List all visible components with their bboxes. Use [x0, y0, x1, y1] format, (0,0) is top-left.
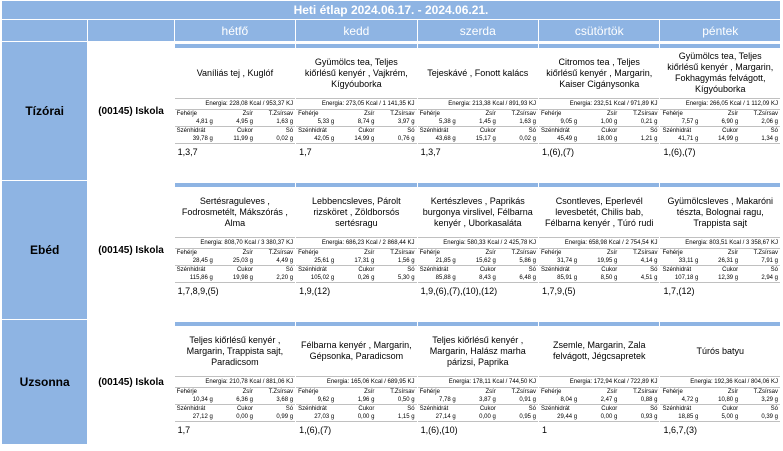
- sugar-label: Cukor: [722, 406, 739, 412]
- menu-cell-thursday: [539, 181, 660, 320]
- saturated-fat-label: T.Zsírsav: [390, 250, 415, 256]
- fat-value: 2,47 g: [579, 396, 619, 405]
- saturated-fat-value: 0,91 g: [498, 396, 538, 405]
- sugar-label: Cukor: [236, 128, 253, 134]
- saturated-fat-label: T.Zsírsav: [511, 250, 537, 256]
- day-header-friday: péntek: [660, 20, 781, 42]
- day-header-thursday: csütörtök: [539, 20, 660, 42]
- salt-value: 0,39 g: [740, 413, 780, 422]
- saturated-fat-label: T.Zsírsav: [268, 111, 294, 117]
- carb-label: Szénhidrát: [541, 128, 570, 134]
- fat-value: 6,90 g: [700, 118, 740, 127]
- fat-label: Zsír: [485, 389, 496, 395]
- protein-value: 25,61 g: [296, 257, 336, 266]
- menu-title: Heti étlap 2024.06.17. - 2024.06.21.: [2, 1, 781, 20]
- carb-value: 45,49 g: [539, 135, 579, 144]
- menu-cell-wednesday: [417, 42, 538, 181]
- carb-value: 27,03 g: [296, 413, 336, 422]
- saturated-fat-label: T.Zsírsav: [633, 389, 658, 395]
- protein-value: 5,38 g: [418, 118, 458, 127]
- sugar-value: 5,00 g: [700, 413, 740, 422]
- carb-label: Szénhidrát: [662, 267, 692, 273]
- salt-label: Só: [650, 406, 658, 412]
- carb-value: 29,44 g: [539, 413, 579, 422]
- salt-value: 0,93 g: [619, 413, 659, 422]
- saturated-fat-value: 1,63 g: [255, 118, 295, 127]
- energy-value: Energia: 192,36 Kcal / 804,06 KJ: [660, 376, 780, 388]
- menu-cell-friday: [660, 320, 781, 445]
- nutrition-grid: [418, 110, 538, 144]
- meal-name: Uzsonna: [2, 320, 88, 445]
- energy-value: Energia: 172,94 Kcal / 722,89 KJ: [539, 376, 659, 388]
- fat-value: 19,95 g: [579, 257, 619, 266]
- sugar-label: Cukor: [479, 267, 496, 273]
- fat-label: Zsír: [606, 250, 618, 256]
- salt-value: 2,94 g: [740, 274, 780, 283]
- school-name: (00145) Iskola: [88, 320, 174, 445]
- salt-label: Só: [650, 267, 658, 273]
- salt-value: 0,02 g: [498, 135, 538, 144]
- allergen-codes: 1,7,8,9,(5): [177, 286, 219, 296]
- protein-label: Fehérje: [176, 111, 197, 117]
- carb-value: 85,88 g: [418, 274, 458, 283]
- salt-label: Só: [407, 128, 415, 134]
- food-items: Gyümölcs tea, Teljes kiőrlésű kenyér , Vajkrém, Kígyóuborka: [304, 56, 408, 89]
- saturated-fat-value: 3,29 g: [740, 396, 780, 405]
- food-items: Gyümölcsleves , Makaróni tészta, Bolognai ragu, Trappista sajt: [667, 195, 773, 228]
- carb-label: Szénhidrát: [419, 406, 449, 412]
- sugar-value: 0,00 g: [458, 413, 498, 422]
- carb-value: 39,78 g: [175, 135, 215, 144]
- fat-label: Zsír: [242, 250, 253, 256]
- energy-value: Energia: 266,05 Kcal / 1 112,09 KJ: [660, 98, 780, 110]
- food-items: Túrós batyu: [696, 345, 744, 356]
- carb-value: 18,85 g: [660, 413, 700, 422]
- allergen-codes: 1,7: [177, 425, 191, 435]
- allergen-codes: 1,7,9,(5): [542, 286, 576, 296]
- allergen-codes: 1,6,7,(3): [663, 425, 697, 435]
- protein-value: 28,45 g: [175, 257, 215, 266]
- food-items: Lebbencsleves, Párolt rizsköret , Zöldborsós sertésragu: [312, 195, 401, 228]
- fat-value: 25,03 g: [215, 257, 255, 266]
- fat-value: 1,00 g: [579, 118, 619, 127]
- carb-label: Szénhidrát: [176, 406, 206, 412]
- carb-value: 41,71 g: [660, 135, 700, 144]
- allergen-codes: 1,(6),(7): [299, 425, 332, 435]
- energy-value: Energia: 808,70 Kcal / 3 380,37 KJ: [175, 237, 295, 249]
- nutrition-grid: [175, 388, 295, 422]
- salt-value: 1,15 g: [376, 413, 416, 422]
- carb-label: Szénhidrát: [298, 406, 327, 412]
- sugar-value: 12,39 g: [700, 274, 740, 283]
- allergen-codes: 1,9,(12): [299, 286, 331, 296]
- protein-value: 5,33 g: [296, 118, 336, 127]
- fat-label: Zsír: [485, 111, 496, 117]
- saturated-fat-label: T.Zsírsav: [390, 111, 415, 117]
- sugar-label: Cukor: [358, 128, 375, 134]
- carb-label: Szénhidrát: [176, 128, 206, 134]
- meal-row: [2, 320, 781, 445]
- energy-value: Energia: 232,51 Kcal / 971,89 KJ: [539, 98, 659, 110]
- allergen-codes: 1,(6),(7): [542, 147, 575, 157]
- protein-label: Fehérje: [662, 111, 683, 117]
- saturated-fat-value: 7,91 g: [740, 257, 780, 266]
- carb-value: 85,91 g: [539, 274, 579, 283]
- saturated-fat-label: T.Zsírsav: [511, 111, 537, 117]
- salt-label: Só: [407, 267, 415, 273]
- salt-label: Só: [528, 406, 537, 412]
- sugar-label: Cukor: [722, 267, 739, 273]
- carb-label: Szénhidrát: [419, 128, 449, 134]
- saturated-fat-value: 1,63 g: [498, 118, 538, 127]
- fat-value: 26,31 g: [700, 257, 740, 266]
- sugar-value: 18,00 g: [579, 135, 619, 144]
- header-blank: [2, 20, 88, 42]
- protein-value: 10,34 g: [175, 396, 215, 405]
- protein-value: 21,85 g: [418, 257, 458, 266]
- protein-value: 9,62 g: [296, 396, 336, 405]
- saturated-fat-label: T.Zsírsav: [633, 250, 658, 256]
- salt-value: 4,51 g: [619, 274, 659, 283]
- carb-label: Szénhidrát: [541, 406, 570, 412]
- energy-value: Energia: 165,06 Kcal / 689,95 KJ: [296, 376, 416, 388]
- protein-label: Fehérje: [419, 250, 440, 256]
- salt-value: 5,30 g: [376, 274, 416, 283]
- protein-label: Fehérje: [298, 250, 319, 256]
- food-items: Tejeskávé , Fonott kalács: [427, 67, 529, 78]
- saturated-fat-value: 3,97 g: [376, 118, 416, 127]
- protein-label: Fehérje: [541, 111, 562, 117]
- salt-value: 0,99 g: [255, 413, 295, 422]
- saturated-fat-value: 0,88 g: [619, 396, 659, 405]
- menu-cell-friday: [660, 181, 781, 320]
- salt-value: 1,21 g: [619, 135, 659, 144]
- salt-label: Só: [770, 406, 778, 412]
- fat-label: Zsír: [242, 389, 253, 395]
- saturated-fat-value: 5,86 g: [498, 257, 538, 266]
- fat-label: Zsír: [606, 111, 618, 117]
- allergen-codes: 1,9,(6),(7),(10),(12): [420, 286, 498, 296]
- fat-label: Zsír: [364, 250, 375, 256]
- food-items: Teljes kiőrlésű kenyér , Margarin, Trappista sajt, Paradicsom: [186, 334, 284, 367]
- sugar-value: 14,99 g: [700, 135, 740, 144]
- allergen-codes: 1,(6),(10): [420, 425, 458, 435]
- salt-label: Só: [285, 267, 294, 273]
- sugar-label: Cukor: [236, 267, 253, 273]
- nutrition-grid: [296, 110, 416, 144]
- day-header-monday: hétfő: [174, 20, 295, 42]
- energy-value: Energia: 273,05 Kcal / 1 141,35 KJ: [296, 98, 416, 110]
- food-items: Csontleves, Eperlevél levesbetét, Chilis bab, Félbarna kenyér , Túró rudi: [545, 195, 654, 228]
- protein-label: Fehérje: [662, 389, 683, 395]
- sugar-label: Cukor: [479, 128, 496, 134]
- sugar-label: Cukor: [601, 406, 618, 412]
- carb-label: Szénhidrát: [662, 406, 692, 412]
- carb-value: 27,12 g: [175, 413, 215, 422]
- saturated-fat-label: T.Zsírsav: [753, 250, 778, 256]
- salt-value: 0,76 g: [376, 135, 416, 144]
- fat-value: 10,80 g: [700, 396, 740, 405]
- sugar-value: 15,17 g: [458, 135, 498, 144]
- carb-value: 105,02 g: [296, 274, 336, 283]
- menu-cell-monday: [174, 42, 295, 181]
- food-items: Kertészleves , Paprikás burgonya virslivel, Félbarna kenyér , Uborkasaláta: [422, 195, 533, 228]
- sugar-value: 11,99 g: [215, 135, 255, 144]
- energy-value: Energia: 213,38 Kcal / 891,93 KJ: [418, 98, 538, 110]
- salt-label: Só: [285, 406, 294, 412]
- energy-value: Energia: 210,78 Kcal / 881,06 KJ: [175, 376, 295, 388]
- food-items: Citromos tea , Teljes kiőrlésű kenyér , Margarin, Kaiser Cigánysonka: [546, 56, 653, 89]
- protein-label: Fehérje: [662, 250, 683, 256]
- sugar-value: 19,98 g: [215, 274, 255, 283]
- salt-label: Só: [650, 128, 658, 134]
- energy-value: Energia: 658,98 Kcal / 2 754,54 KJ: [539, 237, 659, 249]
- salt-label: Só: [770, 128, 778, 134]
- nutrition-grid: [175, 110, 295, 144]
- food-items: Zsemle, Margarin, Zala felvágott, Jégcsapretek: [552, 340, 646, 361]
- fat-label: Zsír: [727, 250, 739, 256]
- day-header-wednesday: szerda: [417, 20, 538, 42]
- allergen-codes: 1,7,(12): [663, 286, 695, 296]
- protein-label: Fehérje: [541, 250, 562, 256]
- nutrition-grid: [539, 110, 659, 144]
- carb-label: Szénhidrát: [176, 267, 206, 273]
- food-items: Sertésraguleves , Fodrosmetélt, Mákszórás , Alma: [181, 195, 288, 228]
- protein-value: 7,57 g: [660, 118, 700, 127]
- allergen-codes: 1,3,7: [177, 147, 198, 157]
- protein-label: Fehérje: [298, 111, 319, 117]
- protein-label: Fehérje: [541, 389, 562, 395]
- fat-value: 8,74 g: [336, 118, 376, 127]
- sugar-value: 0,00 g: [579, 413, 619, 422]
- header-blank: [88, 20, 174, 42]
- saturated-fat-label: T.Zsírsav: [633, 111, 658, 117]
- nutrition-grid: [660, 249, 780, 283]
- saturated-fat-label: T.Zsírsav: [511, 389, 537, 395]
- saturated-fat-value: 4,49 g: [255, 257, 295, 266]
- energy-value: Energia: 803,51 Kcal / 3 358,67 KJ: [660, 237, 780, 249]
- carb-label: Szénhidrát: [662, 128, 692, 134]
- fat-label: Zsír: [364, 111, 375, 117]
- saturated-fat-label: T.Zsírsav: [268, 250, 294, 256]
- fat-label: Zsír: [606, 389, 618, 395]
- fat-value: 15,62 g: [458, 257, 498, 266]
- salt-label: Só: [770, 267, 778, 273]
- sugar-label: Cukor: [601, 128, 618, 134]
- food-items: Vaníliás tej , Kuglóf: [196, 67, 274, 78]
- energy-value: Energia: 686,23 Kcal / 2 868,44 KJ: [296, 237, 416, 249]
- menu-cell-monday: [174, 320, 295, 445]
- food-items: Félbarna kenyér , Margarin, Gépsonka, Paradicsom: [301, 340, 412, 361]
- protein-value: 8,04 g: [539, 396, 579, 405]
- nutrition-grid: [296, 388, 416, 422]
- sugar-label: Cukor: [358, 406, 375, 412]
- sugar-value: 8,50 g: [579, 274, 619, 283]
- protein-label: Fehérje: [419, 111, 440, 117]
- saturated-fat-value: 3,68 g: [255, 396, 295, 405]
- carb-value: 27,14 g: [418, 413, 458, 422]
- sugar-label: Cukor: [601, 267, 618, 273]
- protein-label: Fehérje: [176, 250, 197, 256]
- sugar-value: 0,00 g: [215, 413, 255, 422]
- salt-value: 0,95 g: [498, 413, 538, 422]
- saturated-fat-value: 0,50 g: [376, 396, 416, 405]
- fat-label: Zsír: [727, 389, 739, 395]
- salt-label: Só: [528, 128, 537, 134]
- nutrition-grid: [539, 388, 659, 422]
- energy-value: Energia: 228,08 Kcal / 953,37 KJ: [175, 98, 295, 110]
- protein-value: 7,78 g: [418, 396, 458, 405]
- menu-cell-monday: [174, 181, 295, 320]
- nutrition-grid: [296, 249, 416, 283]
- carb-label: Szénhidrát: [298, 267, 327, 273]
- nutrition-grid: [418, 388, 538, 422]
- salt-value: 0,02 g: [255, 135, 295, 144]
- menu-cell-tuesday: [296, 42, 417, 181]
- carb-label: Szénhidrát: [541, 267, 570, 273]
- carb-value: 43,68 g: [418, 135, 458, 144]
- fat-label: Zsír: [485, 250, 496, 256]
- energy-value: Energia: 580,33 Kcal / 2 425,78 KJ: [418, 237, 538, 249]
- carb-value: 107,18 g: [660, 274, 700, 283]
- menu-cell-thursday: [539, 42, 660, 181]
- protein-label: Fehérje: [298, 389, 319, 395]
- fat-value: 4,95 g: [215, 118, 255, 127]
- sugar-value: 0,00 g: [336, 413, 376, 422]
- protein-value: 9,05 g: [539, 118, 579, 127]
- carb-value: 115,86 g: [175, 274, 215, 283]
- sugar-value: 0,26 g: [336, 274, 376, 283]
- salt-label: Só: [285, 128, 294, 134]
- fat-value: 17,31 g: [336, 257, 376, 266]
- protein-label: Fehérje: [176, 389, 197, 395]
- sugar-label: Cukor: [722, 128, 739, 134]
- protein-value: 4,81 g: [175, 118, 215, 127]
- food-items: Teljes kiőrlésű kenyér , Margarin, Halász marha párizsi, Paprika: [429, 334, 526, 367]
- saturated-fat-label: T.Zsírsav: [268, 389, 294, 395]
- nutrition-grid: [660, 110, 780, 144]
- saturated-fat-value: 1,56 g: [376, 257, 416, 266]
- meal-row: [2, 42, 781, 181]
- fat-value: 6,36 g: [215, 396, 255, 405]
- sugar-label: Cukor: [479, 406, 496, 412]
- nutrition-grid: [175, 249, 295, 283]
- nutrition-grid: [418, 249, 538, 283]
- salt-value: 6,48 g: [498, 274, 538, 283]
- day-header-tuesday: kedd: [296, 20, 417, 42]
- school-name: (00145) Iskola: [88, 42, 174, 181]
- sugar-value: 8,43 g: [458, 274, 498, 283]
- salt-value: 1,34 g: [740, 135, 780, 144]
- menu-cell-tuesday: [296, 181, 417, 320]
- sugar-label: Cukor: [236, 406, 253, 412]
- saturated-fat-label: T.Zsírsav: [753, 111, 778, 117]
- meal-row: [2, 181, 781, 320]
- salt-value: 2,20 g: [255, 274, 295, 283]
- weekly-menu-table: [1, 0, 781, 445]
- carb-label: Szénhidrát: [298, 128, 327, 134]
- nutrition-grid: [539, 249, 659, 283]
- saturated-fat-label: T.Zsírsav: [390, 389, 415, 395]
- saturated-fat-value: 4,14 g: [619, 257, 659, 266]
- salt-label: Só: [528, 267, 537, 273]
- day-header-row: [2, 20, 781, 42]
- fat-label: Zsír: [364, 389, 375, 395]
- protein-value: 33,11 g: [660, 257, 700, 266]
- allergen-codes: 1: [542, 425, 548, 435]
- saturated-fat-value: 2,06 g: [740, 118, 780, 127]
- protein-label: Fehérje: [419, 389, 440, 395]
- meal-name: Ebéd: [2, 181, 88, 320]
- protein-value: 4,72 g: [660, 396, 700, 405]
- protein-value: 31,74 g: [539, 257, 579, 266]
- menu-cell-thursday: [539, 320, 660, 445]
- nutrition-grid: [660, 388, 780, 422]
- allergen-codes: 1,(6),(7): [663, 147, 696, 157]
- saturated-fat-label: T.Zsírsav: [753, 389, 778, 395]
- energy-value: Energia: 178,11 Kcal / 744,50 KJ: [418, 376, 538, 388]
- carb-label: Szénhidrát: [419, 267, 449, 273]
- school-name: (00145) Iskola: [88, 181, 174, 320]
- sugar-value: 14,99 g: [336, 135, 376, 144]
- fat-value: 1,45 g: [458, 118, 498, 127]
- allergen-codes: 1,7: [299, 147, 312, 157]
- food-items: Gyümölcs tea, Teljes kiőrlésű kenyér , Margarin, Fokhagymás felvágott, Kígyóuborka: [667, 51, 774, 94]
- fat-label: Zsír: [727, 111, 739, 117]
- saturated-fat-value: 0,21 g: [619, 118, 659, 127]
- menu-cell-wednesday: [417, 181, 538, 320]
- fat-label: Zsír: [242, 111, 253, 117]
- carb-value: 42,05 g: [296, 135, 336, 144]
- menu-cell-wednesday: [417, 320, 538, 445]
- allergen-codes: 1,3,7: [420, 147, 441, 157]
- fat-value: 3,87 g: [458, 396, 498, 405]
- sugar-label: Cukor: [358, 267, 375, 273]
- menu-cell-tuesday: [296, 320, 417, 445]
- meal-name: Tízórai: [2, 42, 88, 181]
- menu-cell-friday: [660, 42, 781, 181]
- fat-value: 1,96 g: [336, 396, 376, 405]
- salt-label: Só: [407, 406, 415, 412]
